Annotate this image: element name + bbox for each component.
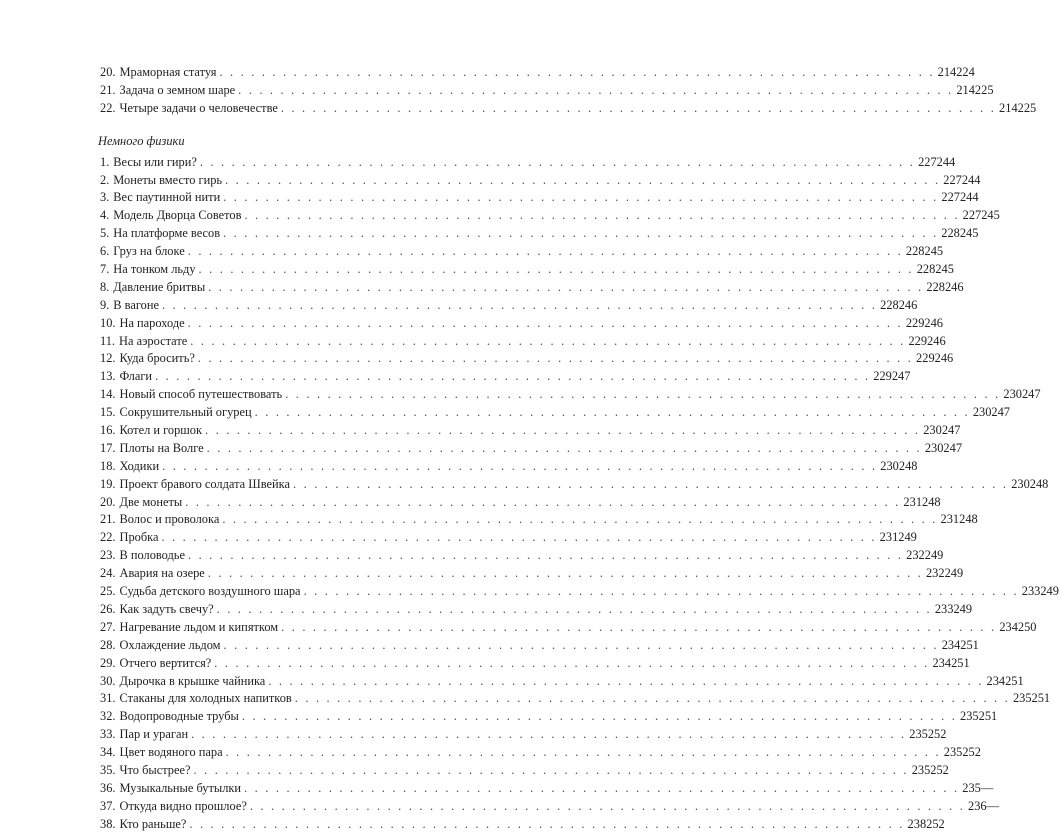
toc-entry <box>100 243 944 261</box>
dot-leader: . . . . . . . . . . . . . . . . . . . . . . . . . . . . . . . . . . . . . . . . . . . . . . . . . . . . . . . . . . . . . . . . . . . . <box>208 279 924 294</box>
toc-entry <box>100 565 964 583</box>
entry-title: Новый способ путешествовать <box>119 387 283 402</box>
entry-page-problem: 229 <box>905 315 925 330</box>
entry-number: 22. <box>100 530 116 545</box>
entry-number: 7. <box>100 262 110 277</box>
entry-title: Давление бритвы <box>113 279 206 294</box>
entry-title: На тонком льду <box>113 262 196 277</box>
entry-page-answer: 249 <box>944 566 964 581</box>
entry-number: 13. <box>100 369 116 384</box>
entry-page-answer: 245 <box>959 226 979 241</box>
entry-page-answer: 246 <box>927 333 946 348</box>
entry-page-problem: 230 <box>923 423 942 438</box>
entry-page-answer: 249 <box>953 601 973 616</box>
dot-leader: . . . . . . . . . . . . . . . . . . . . . . . . . . . . . . . . . . . . . . . . . . . . . . . . . . . . . . . . . . . . . . . . . . . . <box>225 745 941 760</box>
toc-entry <box>100 511 978 529</box>
entry-number: 23. <box>100 548 116 563</box>
dot-leader: . . . . . . . . . . . . . . . . . . . . . . . . . . . . . . . . . . . . . . . . . . . . . . . . . . . . . . . . . . . . . . . . . . . . <box>197 351 914 366</box>
entry-page-problem: 231 <box>903 494 923 509</box>
entry-number: 21. <box>100 82 116 97</box>
entry-number: 27. <box>100 619 116 634</box>
toc-entry <box>100 172 981 190</box>
toc-entry <box>100 655 970 673</box>
dot-leader: . . . . . . . . . . . . . . . . . . . . . . . . . . . . . . . . . . . . . . . . . . . . . . . . . . . . . . . . . . . . . . . . . . . . <box>241 709 958 724</box>
toc-entry <box>100 154 956 172</box>
entry-title: Ходики <box>119 458 160 473</box>
entry-page-problem: 235 <box>960 709 979 724</box>
toc-entry <box>100 422 961 440</box>
entry-page-answer: 225 <box>1017 100 1037 115</box>
entry-page-answer: 247 <box>991 405 1010 420</box>
entry-page-answer: 247 <box>891 369 911 384</box>
dot-leader: . . . . . . . . . . . . . . . . . . . . . . . . . . . . . . . . . . . . . . . . . . . . . . . . . . . . . . . . . . . . . . . . . . . . <box>190 333 906 348</box>
entry-number: 20. <box>100 494 116 509</box>
entry-title: В половодье <box>119 548 185 563</box>
entry-number: 19. <box>100 476 116 491</box>
entry-title: Кто раньше? <box>119 816 187 831</box>
entry-title: Модель Дворца Советов <box>113 208 242 223</box>
entry-title: Котел и горшок <box>119 423 203 438</box>
entry-number: 11. <box>100 333 116 348</box>
entry-page-problem: 234 <box>941 637 961 652</box>
dot-leader: . . . . . . . . . . . . . . . . . . . . . . . . . . . . . . . . . . . . . . . . . . . . . . . . . . . . . . . . . . . . . . . . . . . . <box>293 476 1009 491</box>
entry-number: 29. <box>100 655 116 670</box>
entry-page-answer: 251 <box>1031 691 1051 706</box>
entry-page-problem: 234 <box>999 619 1018 634</box>
toc-entry <box>100 440 963 458</box>
dot-leader: . . . . . . . . . . . . . . . . . . . . . . . . . . . . . . . . . . . . . . . . . . . . . . . . . . . . . . . . . . . . . . . . . . . . <box>249 798 966 813</box>
entry-page-problem: 229 <box>873 369 892 384</box>
entry-title: Две монеты <box>119 494 183 509</box>
entry-page-answer: 244 <box>936 154 956 169</box>
entry-number: 20. <box>100 65 116 79</box>
entry-page-problem: 231 <box>879 530 899 545</box>
entry-number: 1. <box>100 154 110 169</box>
entry-page-answer: — <box>986 798 999 813</box>
toc-entry <box>100 637 979 655</box>
entry-title: Судьба детского воздушного шара <box>119 584 301 599</box>
table-of-contents <box>98 64 1059 834</box>
dot-leader: . . . . . . . . . . . . . . . . . . . . . . . . . . . . . . . . . . . . . . . . . . . . . . . . . . . . . . . . . . . . . . . . . . . . <box>198 262 914 277</box>
dot-leader: . . . . . . . . . . . . . . . . . . . . . . . . . . . . . . . . . . . . . . . . . . . . . . . . . . . . . . . . . . . . . . . . . . . . <box>189 816 905 831</box>
entry-page-answer: 250 <box>1017 619 1037 634</box>
dot-leader: . . . . . . . . . . . . . . . . . . . . . . . . . . . . . . . . . . . . . . . . . . . . . . . . . . . . . . . . . . . . . . . . . . . . <box>207 566 923 581</box>
dot-leader: . . . . . . . . . . . . . . . . . . . . . . . . . . . . . . . . . . . . . . . . . . . . . . . . . . . . . . . . . . . . . . . . . . . . <box>219 65 935 79</box>
toc-entry <box>100 619 1037 637</box>
entry-title: Задача о земном шаре <box>119 82 236 97</box>
entry-title: Что быстрее? <box>119 762 191 777</box>
dot-leader: . . . . . . . . . . . . . . . . . . . . . . . . . . . . . . . . . . . . . . . . . . . . . . . . . . . . . . . . . . . . . . . . . . . . <box>155 369 871 384</box>
toc-top-list <box>100 64 1037 118</box>
toc-entry <box>100 279 964 297</box>
entry-page-problem: 214 <box>956 82 975 97</box>
entry-page-problem: 228 <box>941 226 960 241</box>
toc-entry <box>100 225 979 243</box>
entry-page-problem: 229 <box>908 333 928 348</box>
entry-page-problem: 231 <box>940 512 960 527</box>
dot-leader: . . . . . . . . . . . . . . . . . . . . . . . . . . . . . . . . . . . . . . . . . . . . . . . . . . . . . . . . . . . . . . . . . . . . <box>285 387 1001 402</box>
entry-page-problem: 228 <box>905 244 925 259</box>
entry-page-answer: 246 <box>898 297 918 312</box>
entry-page-answer: 252 <box>927 727 947 742</box>
entry-page-answer: 252 <box>962 745 981 760</box>
entry-page-problem: 235 <box>909 727 928 742</box>
entry-number: 9. <box>100 297 110 312</box>
entry-page-problem: 227 <box>943 172 962 187</box>
entry-number: 3. <box>100 190 110 205</box>
entry-title: Пробка <box>119 530 159 545</box>
entry-number: 32. <box>100 709 116 724</box>
entry-page-answer: 247 <box>941 423 961 438</box>
entry-page-answer: 248 <box>898 458 918 473</box>
entry-page-problem: 230 <box>1003 387 1022 402</box>
entry-title: Волос и проволока <box>119 512 220 527</box>
entry-page-problem: 230 <box>1011 476 1030 491</box>
entry-number: 16. <box>100 423 116 438</box>
entry-page-problem: 235 <box>1012 691 1032 706</box>
entry-number: 26. <box>100 601 116 616</box>
entry-page-answer: 251 <box>978 709 998 724</box>
entry-page-answer: 244 <box>959 190 979 205</box>
entry-page-problem: 233 <box>1021 584 1041 599</box>
entry-number: 21. <box>100 512 116 527</box>
toc-entry <box>100 583 1059 601</box>
entry-page-problem: 233 <box>934 601 954 616</box>
dot-leader: . . . . . . . . . . . . . . . . . . . . . . . . . . . . . . . . . . . . . . . . . . . . . . . . . . . . . . . . . . . . . . . . . . . . <box>223 226 939 241</box>
entry-page-answer: 249 <box>924 548 944 563</box>
entry-page-answer: 224 <box>956 65 975 79</box>
entry-page-problem: 235 <box>962 780 981 795</box>
entry-number: 22. <box>100 100 116 115</box>
entry-page-answer: 247 <box>943 440 963 455</box>
entry-page-problem: 238 <box>907 816 927 831</box>
toc-entry <box>100 368 911 386</box>
entry-page-problem: 214 <box>999 100 1018 115</box>
entry-page-problem: 235 <box>943 745 963 760</box>
toc-entry <box>100 261 954 279</box>
entry-page-problem: 234 <box>986 673 1006 688</box>
entry-page-answer: 246 <box>944 279 964 294</box>
entry-number: 33. <box>100 727 116 742</box>
toc-entry <box>100 762 949 780</box>
entry-number: 25. <box>100 584 116 599</box>
entry-number: 36. <box>100 780 116 795</box>
entry-page-answer: — <box>980 780 994 795</box>
entry-title: Плоты на Волге <box>119 440 204 455</box>
entry-page-answer: 251 <box>1005 673 1024 688</box>
entry-title: В вагоне <box>113 297 159 312</box>
entry-number: 38. <box>100 816 116 831</box>
entry-title: Вес паутинной нити <box>113 190 221 205</box>
entry-page-answer: 248 <box>959 512 978 527</box>
entry-number: 8. <box>100 279 110 294</box>
entry-title: Монеты вместо гирь <box>113 172 223 187</box>
entry-page-answer: 244 <box>961 172 981 187</box>
entry-page-problem: 227 <box>918 154 937 169</box>
entry-number: 24. <box>100 566 116 581</box>
toc-entry <box>100 458 918 476</box>
entry-number: 17. <box>100 440 116 455</box>
toc-entry <box>100 708 998 726</box>
entry-page-answer: 248 <box>1029 476 1049 491</box>
dot-leader: . . . . . . . . . . . . . . . . . . . . . . . . . . . . . . . . . . . . . . . . . . . . . . . . . . . . . . . . . . . . . . . . . . . . <box>214 655 930 670</box>
section-title: Немного физики <box>98 133 185 148</box>
entry-title: На пароходе <box>119 315 185 330</box>
entry-page-problem: 229 <box>916 351 935 366</box>
entry-page-problem: 228 <box>916 262 936 277</box>
toc-entry <box>100 64 975 82</box>
dot-leader: . . . . . . . . . . . . . . . . . . . . . . . . . . . . . . . . . . . . . . . . . . . . . . . . . . . . . . . . . . . . . . . . . . . . <box>294 691 1010 706</box>
dot-leader: . . . . . . . . . . . . . . . . . . . . . . . . . . . . . . . . . . . . . . . . . . . . . . . . . . . . . . . . . . . . . . . . . . . . <box>161 530 877 545</box>
entry-title: Водопроводные трубы <box>119 709 239 724</box>
toc-entry <box>100 315 943 333</box>
entry-number: 30. <box>100 673 116 688</box>
entry-page-problem: 230 <box>972 405 992 420</box>
toc-entry <box>100 476 1049 494</box>
entry-title: Груз на блоке <box>113 244 185 259</box>
toc-entry <box>100 333 946 351</box>
entry-title: Отчего вертится? <box>119 655 212 670</box>
dot-leader: . . . . . . . . . . . . . . . . . . . . . . . . . . . . . . . . . . . . . . . . . . . . . . . . . . . . . . . . . . . . . . . . . . . . <box>187 315 903 330</box>
toc-entry <box>100 297 918 315</box>
entry-page-problem: 227 <box>962 208 982 223</box>
entry-page-answer: 247 <box>1021 387 1041 402</box>
entry-page-problem: 236 <box>968 798 987 813</box>
entry-title: Сокрушительный огурец <box>119 405 252 420</box>
dot-leader: . . . . . . . . . . . . . . . . . . . . . . . . . . . . . . . . . . . . . . . . . . . . . . . . . . . . . . . . . . . . . . . . . . . . <box>205 423 921 438</box>
entry-title: На платформе весов <box>113 226 221 241</box>
entry-page-problem: 234 <box>932 655 952 670</box>
entry-number: 10. <box>100 315 116 330</box>
entry-page-answer: 252 <box>926 816 945 831</box>
dot-leader: . . . . . . . . . . . . . . . . . . . . . . . . . . . . . . . . . . . . . . . . . . . . . . . . . . . . . . . . . . . . . . . . . . . . <box>161 297 878 312</box>
entry-number: 5. <box>100 226 110 241</box>
entry-number: 28. <box>100 637 116 652</box>
entry-number: 12. <box>100 351 116 366</box>
entry-title: Охлаждение льдом <box>119 637 221 652</box>
toc-entry <box>100 404 1010 422</box>
toc-entry <box>100 726 947 744</box>
dot-leader: . . . . . . . . . . . . . . . . . . . . . . . . . . . . . . . . . . . . . . . . . . . . . . . . . . . . . . . . . . . . . . . . . . . . <box>268 673 984 688</box>
entry-page-answer: 251 <box>951 655 970 670</box>
dot-leader: . . . . . . . . . . . . . . . . . . . . . . . . . . . . . . . . . . . . . . . . . . . . . . . . . . . . . . . . . . . . . . . . . . . . <box>223 637 939 652</box>
entry-page-problem: 235 <box>911 762 931 777</box>
entry-number: 6. <box>100 244 110 259</box>
dot-leader: . . . . . . . . . . . . . . . . . . . . . . . . . . . . . . . . . . . . . . . . . . . . . . . . . . . . . . . . . . . . . . . . . . . . <box>225 172 941 187</box>
toc-entry <box>100 350 954 368</box>
dot-leader: . . . . . . . . . . . . . . . . . . . . . . . . . . . . . . . . . . . . . . . . . . . . . . . . . . . . . . . . . . . . . . . . . . . . <box>191 727 907 742</box>
dot-leader: . . . . . . . . . . . . . . . . . . . . . . . . . . . . . . . . . . . . . . . . . . . . . . . . . . . . . . . . . . . . . . . . . . . . <box>281 619 997 634</box>
dot-leader: . . . . . . . . . . . . . . . . . . . . . . . . . . . . . . . . . . . . . . . . . . . . . . . . . . . . . . . . . . . . . . . . . . . . <box>223 190 939 205</box>
entry-number: 4. <box>100 208 110 223</box>
toc-entry <box>100 494 941 512</box>
entry-page-answer: 248 <box>922 494 941 509</box>
entry-page-answer: 251 <box>960 637 979 652</box>
entry-number: 14. <box>100 387 116 402</box>
entry-page-answer: 249 <box>898 530 917 545</box>
dot-leader: . . . . . . . . . . . . . . . . . . . . . . . . . . . . . . . . . . . . . . . . . . . . . . . . . . . . . . . . . . . . . . . . . . . . <box>187 244 903 259</box>
entry-number: 34. <box>100 745 116 760</box>
entry-title: Флаги <box>119 369 153 384</box>
dot-leader: . . . . . . . . . . . . . . . . . . . . . . . . . . . . . . . . . . . . . . . . . . . . . . . . . . . . . . . . . . . . . . . . . . . . <box>222 512 938 527</box>
entry-title: Музыкальные бутылки <box>119 780 242 795</box>
entry-title: Пар и ураган <box>119 727 189 742</box>
entry-page-problem: 230 <box>880 458 899 473</box>
entry-title: Авария на озере <box>119 566 205 581</box>
entry-title: Куда бросить? <box>119 351 195 366</box>
entry-page-answer: 249 <box>1040 584 1059 599</box>
dot-leader: . . . . . . . . . . . . . . . . . . . . . . . . . . . . . . . . . . . . . . . . . . . . . . . . . . . . . . . . . . . . . . . . . . . . <box>254 405 970 420</box>
entry-title: Стаканы для холодных напитков <box>119 691 292 706</box>
entry-number: 31. <box>100 691 116 706</box>
toc-entry <box>100 547 944 565</box>
entry-title: Цвет водяного пара <box>119 745 223 760</box>
entry-title: Дырочка в крышке чайника <box>119 673 266 688</box>
toc-section-list <box>100 154 1059 834</box>
entry-page-problem: 230 <box>924 440 944 455</box>
dot-leader: . . . . . . . . . . . . . . . . . . . . . . . . . . . . . . . . . . . . . . . . . . . . . . . . . . . . . . . . . . . . . . . . . . . . <box>185 494 901 509</box>
entry-page-problem: 232 <box>925 566 945 581</box>
dot-leader: . . . . . . . . . . . . . . . . . . . . . . . . . . . . . . . . . . . . . . . . . . . . . . . . . . . . . . . . . . . . . . . . . . . . <box>303 584 1019 599</box>
entry-title: Откуда видно прошлое? <box>119 798 247 813</box>
entry-page-answer: 246 <box>924 315 943 330</box>
entry-page-answer: 245 <box>924 244 944 259</box>
entry-title: Мраморная статуя <box>119 65 217 79</box>
toc-entry <box>100 780 994 798</box>
entry-title: Четыре задачи о человечестве <box>119 100 278 115</box>
entry-title: Как задуть свечу? <box>119 601 214 616</box>
toc-entry <box>100 744 981 762</box>
toc-entry <box>100 690 1051 708</box>
dot-leader: . . . . . . . . . . . . . . . . . . . . . . . . . . . . . . . . . . . . . . . . . . . . . . . . . . . . . . . . . . . . . . . . . . . . <box>244 780 960 795</box>
entry-page-answer: 225 <box>974 82 994 97</box>
dot-leader: . . . . . . . . . . . . . . . . . . . . . . . . . . . . . . . . . . . . . . . . . . . . . . . . . . . . . . . . . . . . . . . . . . . . <box>216 601 932 616</box>
entry-page-answer: 245 <box>935 262 954 277</box>
entry-page-answer: 245 <box>981 208 1000 223</box>
toc-entry <box>100 529 917 547</box>
toc-entry <box>100 100 1037 118</box>
dot-leader: . . . . . . . . . . . . . . . . . . . . . . . . . . . . . . . . . . . . . . . . . . . . . . . . . . . . . . . . . . . . . . . . . . . . <box>193 762 909 777</box>
toc-entry <box>100 386 1041 404</box>
dot-leader: . . . . . . . . . . . . . . . . . . . . . . . . . . . . . . . . . . . . . . . . . . . . . . . . . . . . . . . . . . . . . . . . . . . . <box>199 154 916 169</box>
entry-page-problem: 228 <box>926 279 945 294</box>
entry-number: 37. <box>100 798 116 813</box>
entry-page-problem: 228 <box>880 297 899 312</box>
entry-number: 35. <box>100 762 116 777</box>
dot-leader: . . . . . . . . . . . . . . . . . . . . . . . . . . . . . . . . . . . . . . . . . . . . . . . . . . . . . . . . . . . . . . . . . . . . <box>244 208 960 223</box>
dot-leader: . . . . . . . . . . . . . . . . . . . . . . . . . . . . . . . . . . . . . . . . . . . . . . . . . . . . . . . . . . . . . . . . . . . . <box>238 82 954 97</box>
toc-entry <box>100 82 994 100</box>
entry-title: Весы или гири? <box>113 154 197 169</box>
toc-entry <box>100 798 999 816</box>
dot-leader: . . . . . . . . . . . . . . . . . . . . . . . . . . . . . . . . . . . . . . . . . . . . . . . . . . . . . . . . . . . . . . . . . . . . <box>280 100 997 115</box>
toc-entry <box>100 816 945 834</box>
toc-entry <box>100 207 1000 225</box>
entry-title: На аэростате <box>119 333 188 348</box>
entry-title: Нагревание льдом и кипятком <box>119 619 279 634</box>
toc-entry <box>100 673 1024 691</box>
entry-page-problem: 214 <box>937 65 957 79</box>
entry-number: 15. <box>100 405 116 420</box>
entry-page-answer: 252 <box>930 762 949 777</box>
dot-leader: . . . . . . . . . . . . . . . . . . . . . . . . . . . . . . . . . . . . . . . . . . . . . . . . . . . . . . . . . . . . . . . . . . . . <box>206 440 922 455</box>
entry-page-problem: 232 <box>906 548 925 563</box>
entry-page-problem: 227 <box>941 190 960 205</box>
entry-number: 2. <box>100 172 110 187</box>
dot-leader: . . . . . . . . . . . . . . . . . . . . . . . . . . . . . . . . . . . . . . . . . . . . . . . . . . . . . . . . . . . . . . . . . . . . <box>162 458 878 473</box>
dot-leader: . . . . . . . . . . . . . . . . . . . . . . . . . . . . . . . . . . . . . . . . . . . . . . . . . . . . . . . . . . . . . . . . . . . . <box>187 548 904 563</box>
entry-title: Проект бравого солдата Швейка <box>119 476 290 491</box>
entry-number: 18. <box>100 458 116 473</box>
toc-entry <box>100 189 979 207</box>
toc-entry <box>100 601 973 619</box>
entry-page-answer: 246 <box>934 351 954 366</box>
